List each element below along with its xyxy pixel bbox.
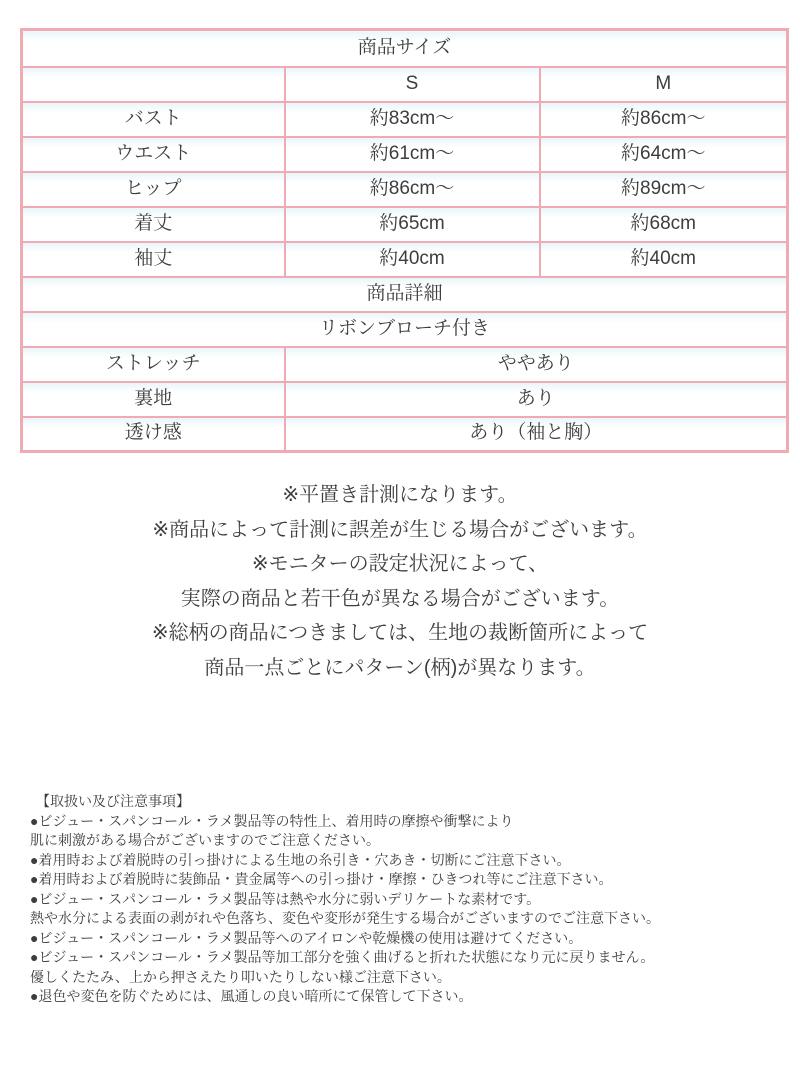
note-line: 実際の商品と若干色が異なる場合がございます。 (180, 587, 620, 610)
note-line: ※商品によって計測に誤差が生じる場合がございます。 (152, 518, 648, 541)
value-m: 約40cm (540, 242, 788, 277)
handling-precautions-heading: 【取扱い及び注意事項】 (36, 793, 190, 809)
table-row (22, 30, 788, 67)
row-label: ストレッチ (22, 347, 285, 382)
row-label: ヒップ (22, 172, 285, 207)
value-s: 約61cm～ (285, 137, 540, 172)
care-line: ●着用時および着脱時に装飾品・貴金属等への引っ掛け・摩擦・ひきつれ等にご注意下さい。 (30, 871, 613, 887)
row-label: ウエスト (22, 137, 285, 172)
size-header-empty-cell (22, 67, 285, 102)
row-value: あり（袖と胸） (285, 417, 788, 452)
care-line: ●着用時および着脱時の引っ掛けによる生地の糸引き・穴あき・切断にご注意下さい。 (30, 851, 571, 868)
table-row-sheerness (22, 417, 788, 452)
row-label: 袖丈 (22, 242, 285, 277)
value-s: 約83cm～ (285, 102, 540, 137)
value-m: 約68cm (540, 207, 788, 242)
details-header: 商品詳細 (22, 277, 788, 312)
note-line: ※平置き計測になります。 (282, 484, 518, 506)
row-label: 透け感 (22, 417, 285, 452)
note-line: ※モニターの設定状況によって、 (251, 553, 549, 575)
value-s: 約86cm～ (285, 172, 540, 207)
value-m: 約89cm～ (540, 172, 788, 207)
value-s: 約65cm (285, 207, 540, 242)
size-column-header-m: M (540, 67, 788, 102)
care-line: 優しくたたみ、上から押さえたり叩いたりしない様ご注意下さい。 (30, 968, 451, 985)
note-line: 商品一点ごとにパターン(柄)が異なります。 (204, 656, 596, 679)
product-size-table (20, 28, 789, 453)
care-line: ●ビジュー・スパンコール・ラメ製品等の特性上、着用時の摩擦や衝撃により (30, 812, 514, 829)
care-line: 肌に刺激がある場合がございますのでご注意ください。 (30, 832, 380, 848)
size-table-title: 商品サイズ (22, 30, 788, 67)
handling-precautions (30, 792, 782, 1007)
care-line: ●ビジュー・スパンコール・ラメ製品等加工部分を強く曲げると折れた状態になり元に戻りません。 (30, 949, 655, 965)
table-row-sleeve (22, 242, 788, 277)
care-line: ●退色や変色を防ぐためには、風通しの良い暗所にて保管して下さい。 (30, 988, 473, 1004)
table-row (22, 312, 788, 347)
care-line: ●ビジュー・スパンコール・ラメ製品等は熱や水分に弱いデリケートな素材です。 (30, 890, 541, 907)
care-line: ●ビジュー・スパンコール・ラメ製品等へのアイロンや乾燥機の使用は避けてください。 (30, 929, 583, 946)
row-label: バスト (22, 102, 285, 137)
table-row (22, 277, 788, 312)
table-row-length (22, 207, 788, 242)
row-value: ややあり (285, 347, 788, 382)
note-line: ※総柄の商品につきましては、生地の裁断箇所によって (151, 622, 649, 644)
feature-cell: リボンブローチ付き (22, 312, 788, 347)
value-m: 約86cm～ (540, 102, 788, 137)
table-row-lining (22, 382, 788, 417)
table-row (22, 67, 788, 102)
row-value: あり (285, 382, 788, 417)
table-row-bust (22, 102, 788, 137)
value-m: 約64cm～ (540, 137, 788, 172)
size-column-header-s: S (285, 67, 540, 102)
row-label: 裏地 (22, 382, 285, 417)
measurement-notes (0, 478, 800, 685)
table-row-stretch (22, 347, 788, 382)
table-row-hip (22, 172, 788, 207)
row-label: 着丈 (22, 207, 285, 242)
table-row-waist (22, 137, 788, 172)
care-line: 熱や水分による表面の剥がれや色落ち、変色や変形が発生する場合がございますのでご注意下さい。 (30, 910, 660, 926)
value-s: 約40cm (285, 242, 540, 277)
